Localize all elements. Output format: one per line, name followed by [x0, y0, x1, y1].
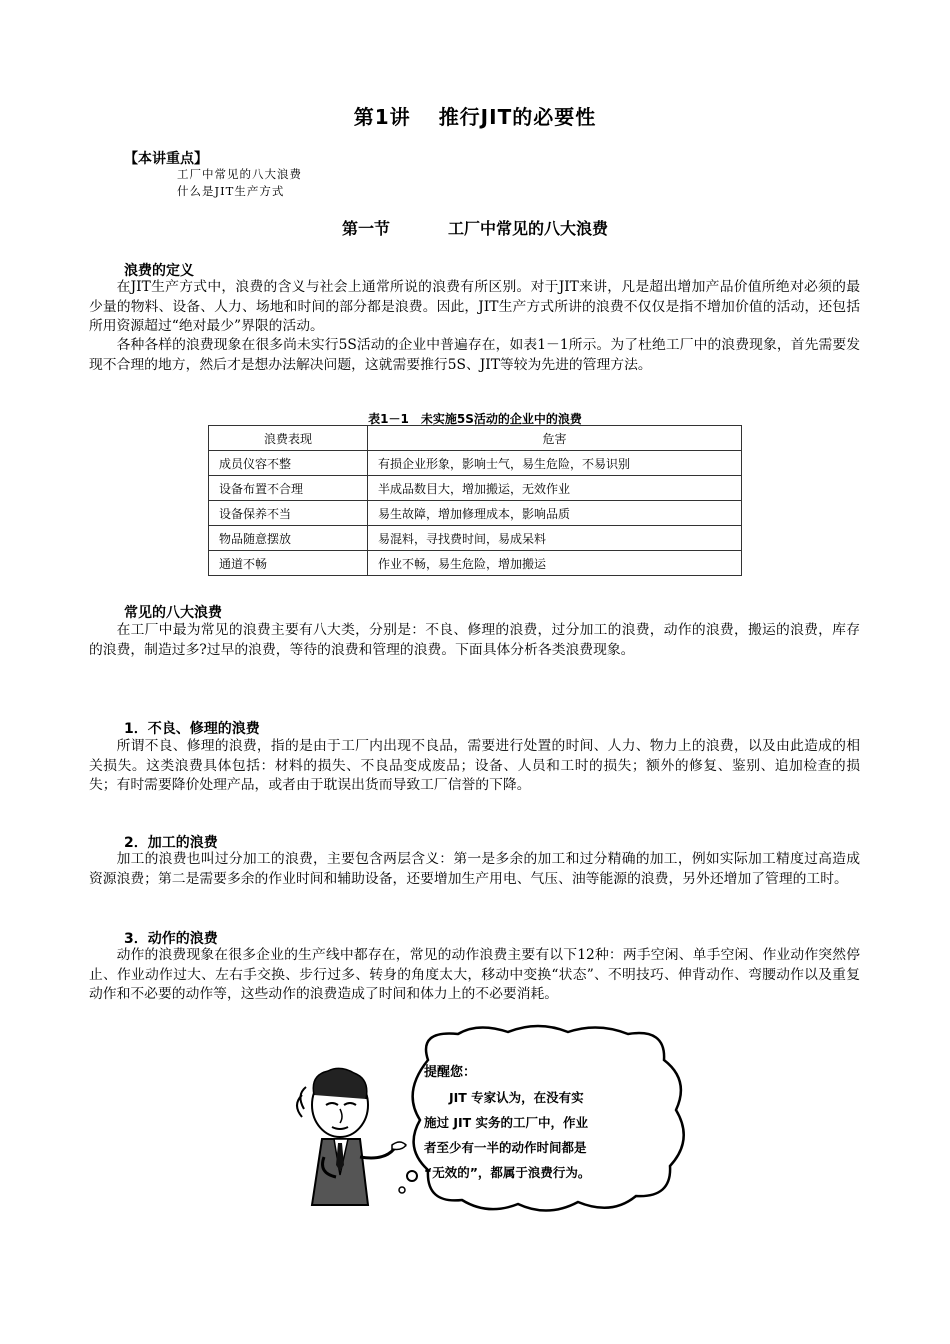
section-name: 工厂中常见的八大浪费 [448, 219, 609, 238]
lecture-number: 第1讲 [353, 105, 411, 129]
item1-paragraph: 所谓不良、修理的浪费，指的是由于工厂内出现不良品，需要进行处置的时间、人力、物力上的浪费，以及由此造成的相关损失。这类浪费具体包括：材料的损失、不良品变成废品；设备、人员和工时的损失；额外的修复、鉴别、追加检查的损失；有时需要降价处理产品，或者由于耽误出货而导致工厂信誉的下降。 [89, 738, 860, 793]
table-cell: 成员仪容不整 [209, 451, 368, 476]
lecture-topic: 推行JIT的必要性 [438, 105, 597, 129]
page-title [0, 101, 950, 130]
eight-wastes-paragraph: 在工厂中最为常见的浪费主要有八大类，分别是：不良、修理的浪费，过分加工的浪费，动作的浪费，搬运的浪费，库存的浪费，制造过多?过早的浪费，等待的浪费和管理的浪费。下面具体分析各类浪费现象。 [89, 622, 860, 658]
waste-table [208, 425, 742, 576]
reminder-heading: 提醒您： [424, 1065, 477, 1080]
table-header-cell: 浪费表现 [209, 426, 368, 451]
table-row [209, 451, 742, 476]
key-point-item: 什么是JIT生产方式 [177, 184, 285, 198]
table-cell: 半成品数目大，增加搬运，无效作业 [368, 476, 742, 501]
table-cell: 物品随意摆放 [209, 526, 368, 551]
table-cell: 有损企业形象，影响士气，易生危险，不易识别 [368, 451, 742, 476]
table-row [209, 476, 742, 501]
reminder-text [424, 1060, 634, 1185]
section-title [0, 216, 950, 239]
table-caption: 表1－1 未实施5S活动的企业中的浪费 [368, 412, 582, 426]
item2-paragraph: 加工的浪费也叫过分加工的浪费，主要包含两层含义：第一是多余的加工和过分精确的加工，例如实际加工精度过高造成资源浪费；第二是需要多余的作业时间和辅助设备，还要增加生产用电、气压、油等能源的浪费，另外还增加了管理的工时。 [89, 851, 860, 887]
item3-paragraph: 动作的浪费现象在很多企业的生产线中都存在，常见的动作浪费主要有以下12种：两手空闲、单手空闲、作业动作突然停止、作业动作过大、左右手交换、步行过多、转身的角度太大，移动中变换“状态”、不明技巧、伸背动作、弯腰动作以及重复动作和不必要的动作等，这些动作的浪费造成了时间和体力上的不必要消耗。 [89, 947, 860, 1002]
table-row [209, 501, 742, 526]
table-cell: 通道不畅 [209, 551, 368, 576]
reminder-line: 者至少有一半的动作时间都是 [424, 1140, 587, 1155]
table-row [209, 526, 742, 551]
reminder-line: “无效的”，都属于浪费行为。 [424, 1165, 591, 1180]
waste-definition-paragraph: 在JIT生产方式中，浪费的含义与社会上通常所说的浪费有所区别。对于JIT来讲，凡是超出增加产品价值所绝对必须的最少量的物料、设备、人力、场地和时间的部分都是浪费。因此，JIT生产方式所讲的浪费不仅仅是指不增加价值的活动，还包括所用资源超过“绝对最少”界限的活动。 [89, 279, 860, 334]
key-point-item: 工厂中常见的八大浪费 [177, 167, 302, 181]
key-points-heading: 【本讲重点】 [124, 151, 208, 167]
table-row [209, 551, 742, 576]
section-number: 第一节 [341, 219, 390, 238]
table-header-cell: 危害 [368, 426, 742, 451]
item2-heading: 2．加工的浪费 [124, 835, 218, 851]
table-cell: 作业不畅，易生危险，增加搬运 [368, 551, 742, 576]
item1-heading: 1．不良、修理的浪费 [124, 721, 260, 737]
table-cell: 设备保养不当 [209, 501, 368, 526]
reminder-line: 施过 JIT 实务的工厂中，作业 [424, 1115, 589, 1130]
waste-definition-heading: 浪费的定义 [124, 263, 194, 279]
thinking-man-illustration [288, 1065, 413, 1215]
waste-definition-paragraph-2: 各种各样的浪费现象在很多尚未实行5S活动的企业中普遍存在，如表1－1所示。为了杜绝工厂中的浪费现象，首先需要发现不合理的地方，然后才是想办法解决问题，这就需要推行5S、JIT等较为先进的管理方法。 [89, 337, 860, 373]
table-header-row [209, 426, 742, 451]
table-cell: 设备布置不合理 [209, 476, 368, 501]
table-cell: 易混料，寻找费时间，易成呆料 [368, 526, 742, 551]
table-cell: 易生故障，增加修理成本，影响品质 [368, 501, 742, 526]
reminder-line: JIT 专家认为，在没有实 [449, 1090, 584, 1105]
item3-heading: 3．动作的浪费 [124, 931, 218, 947]
eight-wastes-heading: 常见的八大浪费 [124, 605, 222, 621]
